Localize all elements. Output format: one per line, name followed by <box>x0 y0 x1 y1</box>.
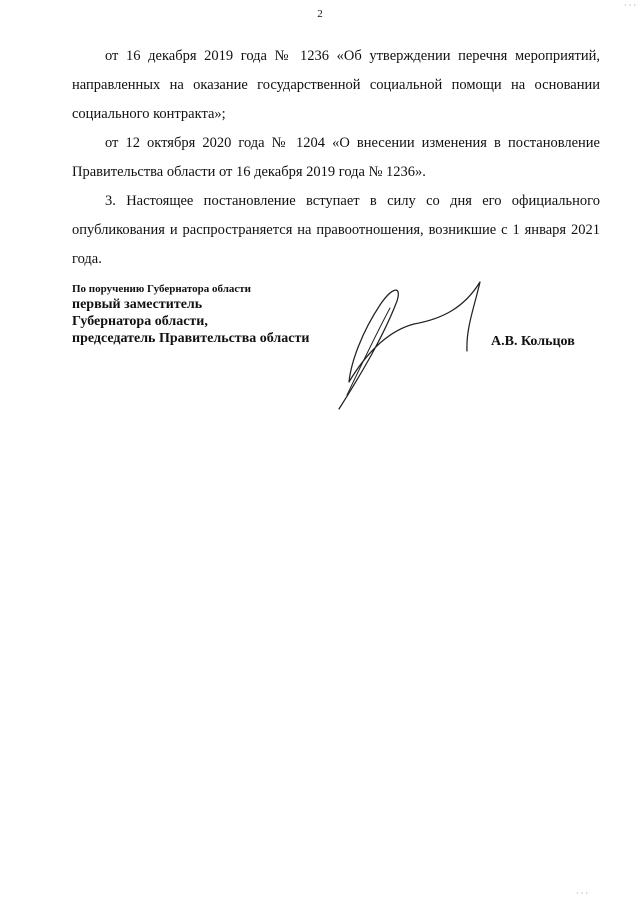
signature-position-line-1: первый заместитель <box>72 297 203 312</box>
paragraph-resolution-1204: от 12 октября 2020 года № 1204 «О внесении изменения в постановление Правительства области от 16 декабря 2019 года № 1236». <box>72 135 600 180</box>
document-body <box>72 42 600 274</box>
signature-authority-line: По поручению Губернатора области <box>72 283 252 295</box>
top-right-scan-mark: · · · <box>624 1 636 10</box>
paragraph-resolution-1236: от 16 декабря 2019 года № 1236 «Об утверждении перечня мероприятий, направленных на оказание государственной социальной помощи на основании социального контракта»; <box>72 48 600 122</box>
signer-name: А.В. Кольцов <box>491 334 575 349</box>
signature-position-line-3: председатель Правительства области <box>72 331 310 346</box>
signature-position-line-2: Губернатора области, <box>72 314 208 329</box>
page-number: 2 <box>317 8 323 20</box>
paragraph-effective-date: 3. Настоящее постановление вступает в силу со дня его официального опубликования и распространяется на правоотношения, возникшие с 1 января 2021 года. <box>72 193 600 267</box>
handwritten-signature-icon <box>329 277 494 415</box>
bottom-right-scan-mark: · · · <box>576 889 588 898</box>
